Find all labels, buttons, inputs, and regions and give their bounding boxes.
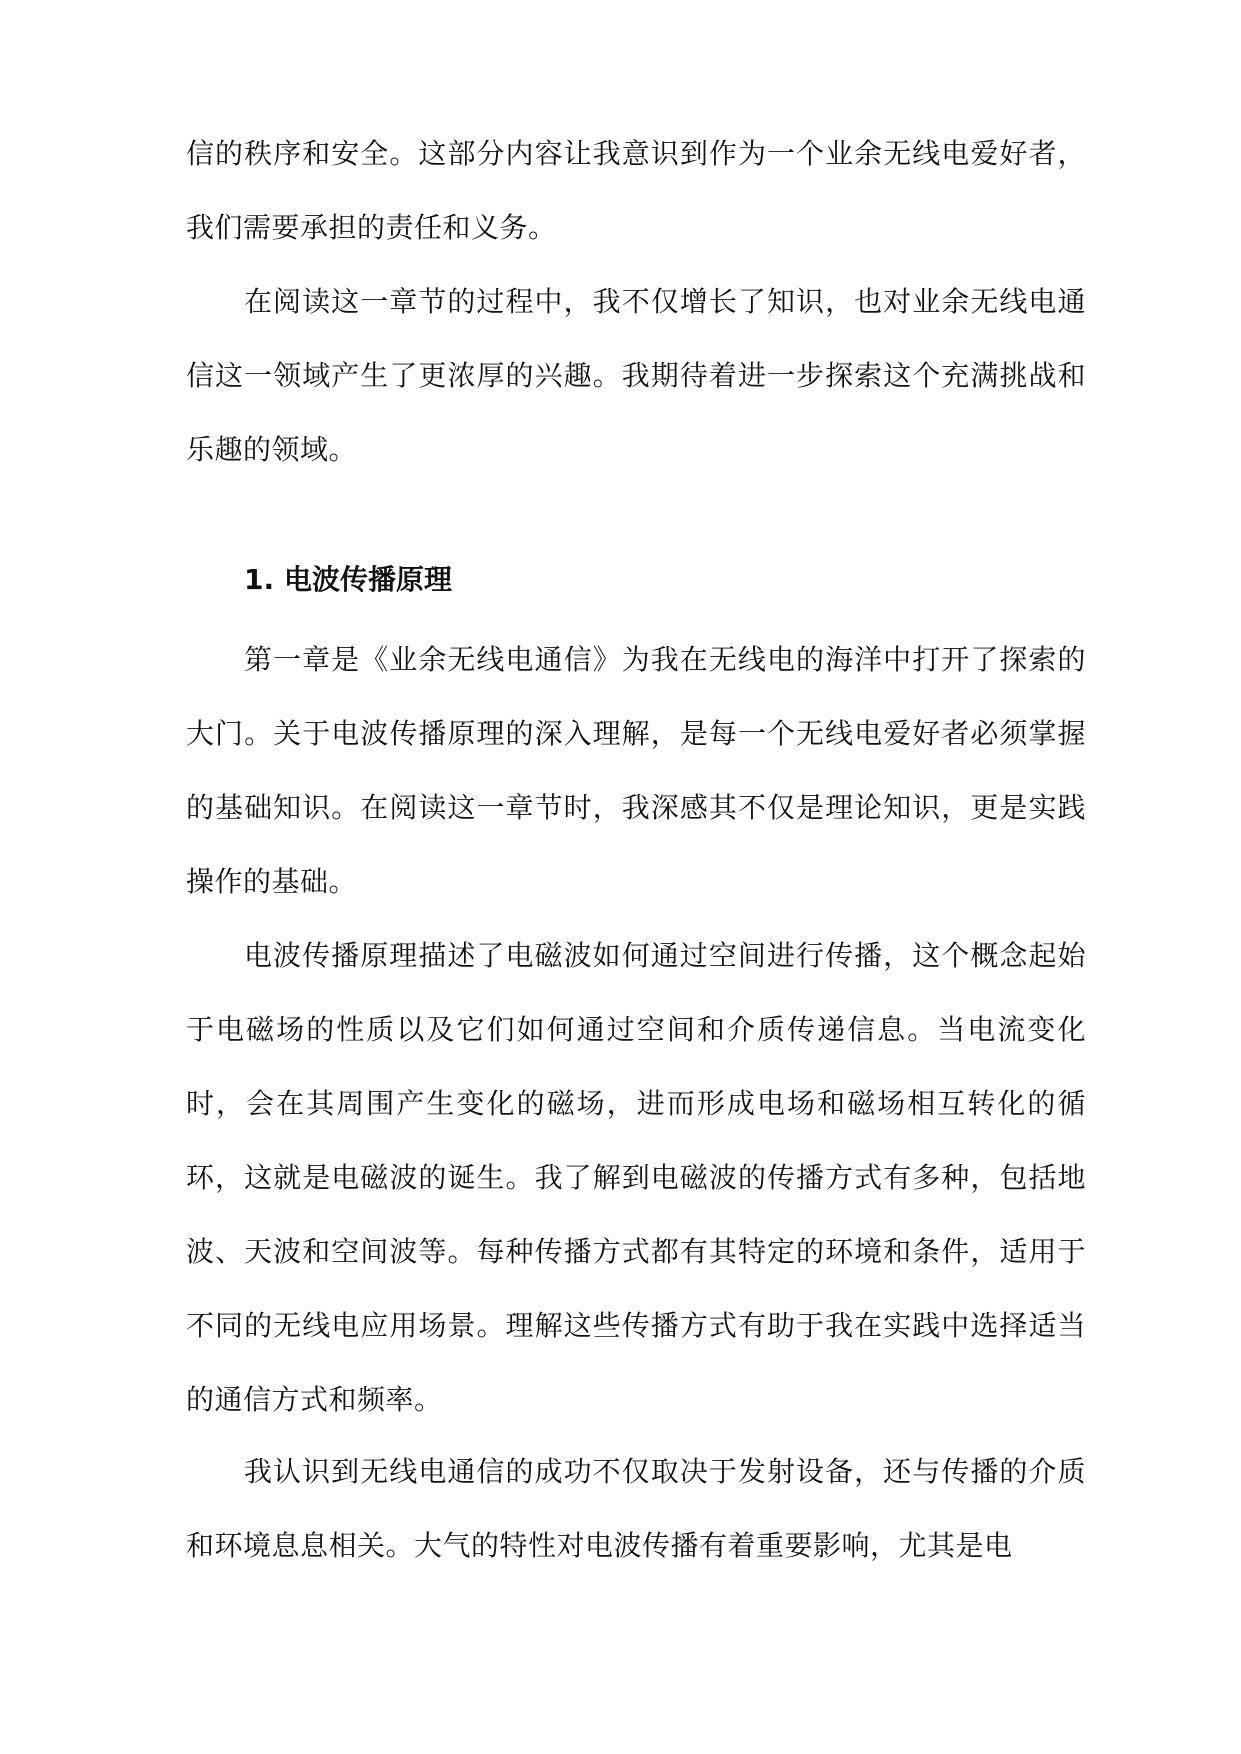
paragraph-chapter-intro: 第一章是《业余无线电通信》为我在无线电的海洋中打开了探索的大门。关于电波传播原理的深入理解，是每一个无线电爱好者必须掌握的基础知识。在阅读这一章节时，我深感其不仅是理论知识，更是实践操作的基础。 xyxy=(186,643,1086,898)
section-heading xyxy=(244,560,1044,600)
section-title: 电波传播原理 xyxy=(284,563,453,596)
paragraph-reading-reflection: 在阅读这一章节的过程中，我不仅增长了知识，也对业余无线电通信这一领域产生了更浓厚的兴趣。我期待着进一步探索这个充满挑战和乐趣的领域。 xyxy=(186,285,1086,466)
paragraph-continued: 信的秩序和安全。这部分内容让我意识到作为一个业余无线电爱好者，我们需要承担的责任和义务。 xyxy=(186,137,1086,244)
paragraph-propagation-principle: 电波传播原理描述了电磁波如何通过空间进行传播，这个概念起始于电磁场的性质以及它们如何通过空间和介质传递信息。当电流变化时，会在其周围产生变化的磁场，进而形成电场和磁场相互转化的循环，这就是电磁波的诞生。我了解到电磁波的传播方式有多种，包括地波、天波和空间波等。每种传播方式都有其特定的环境和条件，适用于不同的无线电应用场景。理解这些传播方式有助于我在实践中选择适当的通信方式和频率。 xyxy=(186,939,1086,1416)
section-number: 1. xyxy=(244,563,275,596)
paragraph-propagation-medium: 我认识到无线电通信的成功不仅取决于发射设备，还与传播的介质和环境息息相关。大气的特性对电波传播有着重要影响，尤其是电 xyxy=(186,1455,1086,1562)
